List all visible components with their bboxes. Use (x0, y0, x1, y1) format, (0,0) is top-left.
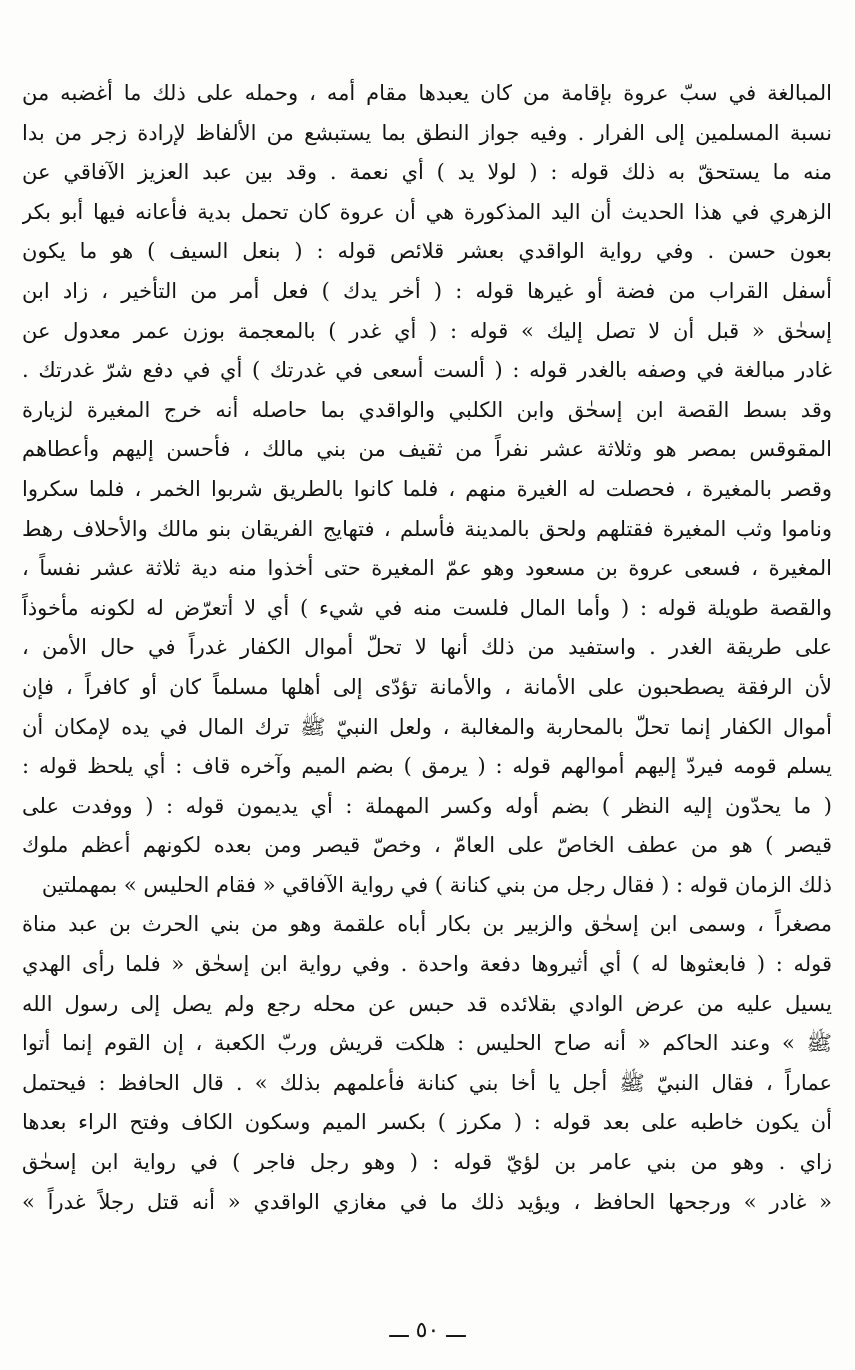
text-line: ﷺ » وعند الحاكم « أنه صاح الحليس : هلكت قريش وربّ الكعبة ، إن القوم إنما أتوا (22, 1031, 832, 1056)
text-line: بعون حسن . وفي رواية الواقدي بعشر قلائص قوله : ( بنعل السيف ) هو ما يكون (22, 239, 832, 264)
text-line: المغيرة ، فسعى عروة بن مسعود وهو عمّ المغيرة حتى أخذوا منه دية ثلاثة عشر نفساً ، (22, 556, 832, 581)
body-text (22, 74, 832, 1222)
text-line: على طريقة الغدر . واستفيد من ذلك أنها لا تحلّ أموال الكفار غدراً في حال الأمن ، (22, 635, 832, 660)
text-line: أسفل القراب من فضة أو غيرها قوله : ( أخر يدك ) فعل أمر من التأخير ، زاد ابن (22, 278, 832, 303)
text-line: زاي . وهو من بني عامر بن لؤيّ قوله : ( وهو رجل فاجر ) في رواية ابن إسحٰق (22, 1150, 832, 1175)
text-line: والقصة طويلة قوله : ( وأما المال فلست منه في شيء ) أي لا أتعرّض له لكونه مأخوذاً (22, 595, 832, 620)
text-line: وناموا وثب المغيرة فقتلهم ولحق بالمدينة فأسلم ، فتهايج الفريقان بنو مالك والأحلاف رهط (22, 516, 832, 541)
page-number: ـــ ٥٠ ـــ (389, 1318, 466, 1343)
text-line: لأن الرفقة يصطحبون على الأمانة ، والأمانة تؤدّى إلى أهلها مسلماً كان أو كافراً ، فإن (22, 674, 832, 699)
text-line: « غادر » ورجحها الحافظ ، ويؤيد ذلك ما في مغازي الواقدي « أنه قتل رجلاً غدراً » (22, 1189, 832, 1214)
text-line: نسبة المسلمين إلى الفرار . وفيه جواز النطق بما يستبشع من الألفاظ لإرادة زجر من بدا (22, 120, 832, 145)
text-line: يسلم قومه فيردّ إليهم أموالهم قوله : ( يرمق ) بضم الميم وآخره قاف : أي يلحظ قوله : (22, 754, 832, 779)
text-line: منه ما يستحقّ به ذلك قوله : ( لولا يد ) أي نعمة . وقد بين عبد العزيز الآفاقي عن (22, 160, 832, 185)
text-line: ذلك الزمان قوله : ( فقال رجل من بني كنانة ) في رواية الآفاقي « فقام الحليس » بمهملتين (41, 872, 832, 897)
text-line: إسحٰق « قبل أن لا تصل إليك » قوله : ( أي غدر ) بالمعجمة بوزن عمر معدول عن (22, 318, 832, 343)
text-line: قوله : ( فابعثوها له ) أي أثيروها دفعة واحدة . وفي رواية ابن إسحٰق « فلما رأى الهدي (22, 952, 832, 977)
text-line: وقد بسط القصة ابن إسحٰق وابن الكلبي والواقدي بما حاصله أنه خرج المغيرة لزيارة (22, 397, 832, 422)
text-line: ( ما يحدّون إليه النظر ) بضم أوله وكسر المهملة : أي يديمون قوله : ( ووفدت على (22, 793, 832, 818)
text-line: وقصر بالمغيرة ، فحصلت له الغيرة منهم ، فلما كانوا بالطريق شربوا الخمر ، فلما سكروا (22, 476, 832, 501)
text-line: قيصر ) هو من عطف الخاصّ على العامّ ، وخصّ قيصر ومن بعده لكونهم أعظم ملوك (22, 833, 832, 858)
text-line: مصغراً ، وسمى ابن إسحٰق والزبير بن بكار أباه علقمة وهو من بني الحرث بن عبد مناة (22, 912, 832, 937)
text-line: يسيل عليه من عرض الوادي بقلائده قد حبس عن محله رجع ولم يصل إلى رسول الله (22, 991, 832, 1016)
text-line: المبالغة في سبّ عروة بإقامة من كان يعبدها مقام أمه ، وحمله على ذلك ما أغضبه من (22, 81, 832, 105)
text-line: عماراً ، فقال النبيّ ﷺ أجل يا أخا بني كنانة فأعلمهم بذلك » . قال الحافظ : فيحتمل (22, 1070, 832, 1095)
text-line: غادر مبالغة في وصفه بالغدر قوله : ( ألست أسعى في غدرتك ) أي في دفع شرّ غدرتك . (22, 358, 832, 383)
text-line: المقوقس بمصر هو وثلاثة عشر نفراً من ثقيف من بني مالك ، فأحسن إليهم وأعطاهم (22, 437, 832, 462)
text-line: الزهري في هذا الحديث أن اليد المذكورة هي أن عروة كان تحمل بدية فأعانه فيها أبو بكر (22, 199, 832, 224)
text-line: أموال الكفار إنما تحلّ بالمحاربة والمغالبة ، ولعل النبيّ ﷺ ترك المال في يده لإمكان أن (22, 714, 832, 739)
text-line: أن يكون خاطبه على بعد قوله : ( مكرز ) بكسر الميم وسكون الكاف وفتح الراء بعدها (22, 1110, 832, 1135)
